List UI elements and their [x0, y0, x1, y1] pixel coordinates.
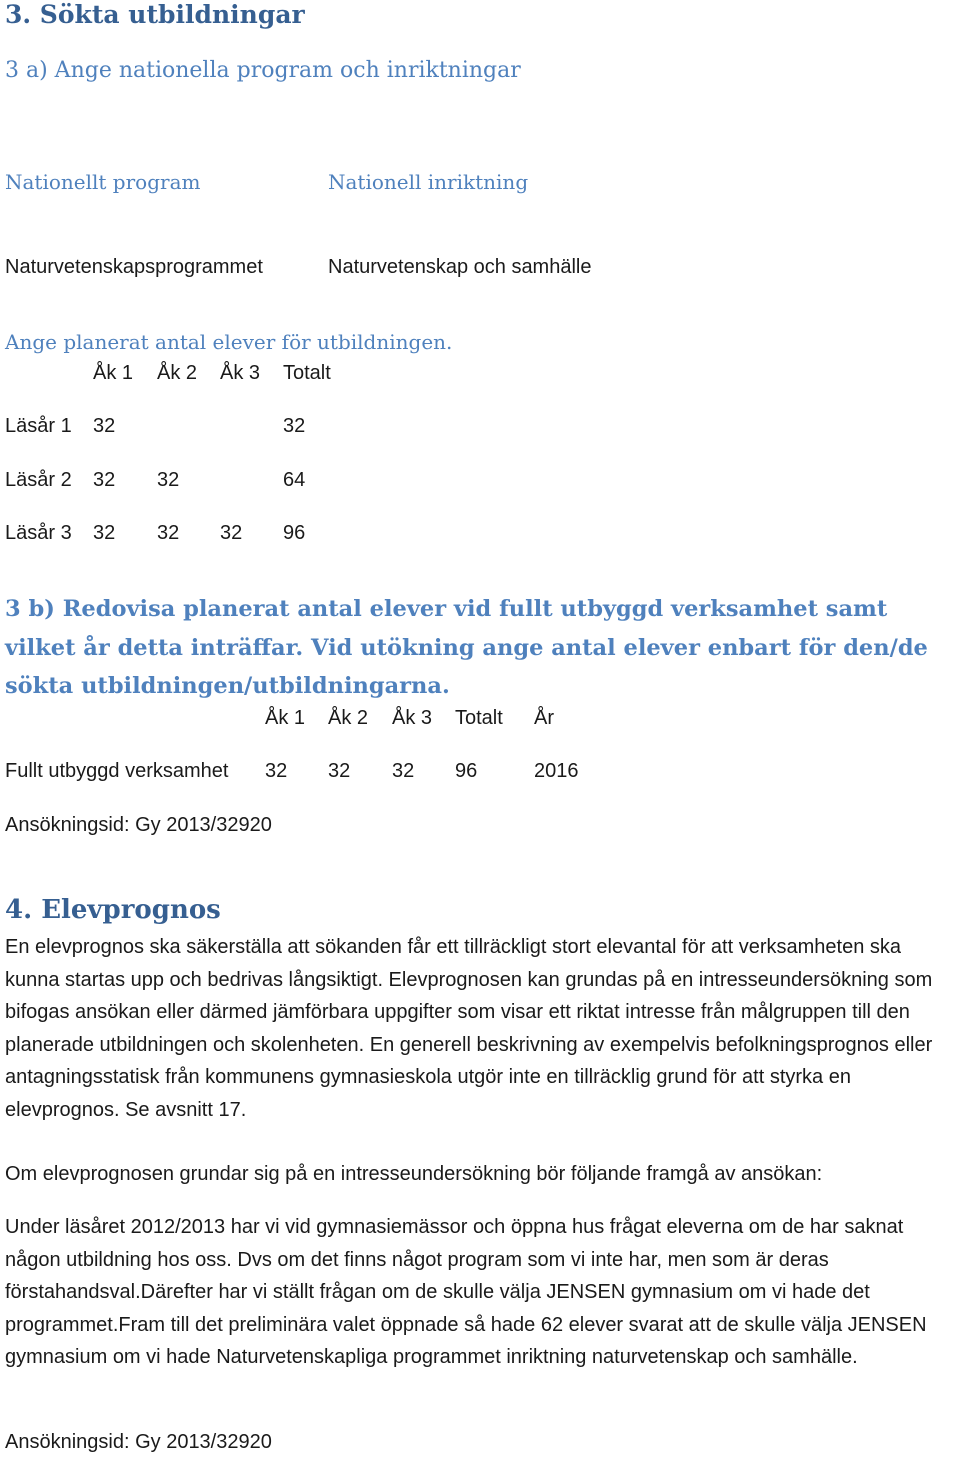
table-cell: 96 — [455, 760, 478, 782]
table-cell: 2016 — [534, 760, 579, 782]
table-cell: 32 — [328, 760, 351, 782]
planned-students-heading: Ange planerat antal elever för utbildningen. — [5, 330, 453, 354]
table-cell: 32 — [283, 415, 306, 437]
table-header-totalt: Totalt — [283, 362, 331, 384]
section-4-title: 4. Elevprognos — [5, 895, 221, 925]
section-3-title: 3. Sökta utbildningar — [5, 0, 305, 29]
table-header-ak1: Åk 1 — [93, 362, 134, 384]
table-cell: 32 — [157, 522, 180, 544]
table-header-ak2: Åk 2 — [328, 707, 369, 729]
table-cell: 32 — [93, 522, 116, 544]
elevprognos-paragraph-3: Under läsåret 2012/2013 har vi vid gymnasiemässor och öppna hus frågat eleverna om de har saknat någon utbildning hos oss. Dvs om det finns något program som vi inte har, men som är deras förstahandsval.Därefter har vi ställt frågan om de skulle välja JENSEN gymnasium om vi hade det programmet.Fram till det preliminära valet öppnade så hade 62 elever svarat att de skulle välja JENSEN gymnasium om vi hade Naturvetenskapliga programmet inriktning naturvetenskap och samhälle. — [5, 1216, 927, 1369]
col-label-inriktning: Nationell inriktning — [328, 170, 529, 194]
table-cell: 32 — [220, 522, 243, 544]
elevprognos-paragraph-2: Om elevprognosen grundar sig på en intresseundersökning bör följande framgå av ansökan: — [5, 1163, 823, 1185]
section-3b-heading: 3 b) Redovisa planerat antal elever vid fullt utbyggd verksamhet samt vilket år detta inträffar. Vid utökning ange antal elever enbart för den/de sökta utbildningen/utbildningarna. — [5, 596, 928, 699]
table-header-totalt: Totalt — [455, 707, 503, 729]
elevprognos-paragraph-1: En elevprognos ska säkerställa att sökanden får ett tillräckligt stort elevantal för att verksamheten ska kunna startas upp och bedrivas långsiktigt. Elevprognosen kan grundas på en intresseundersökning som bifogas ansökan eller därmed jämförbara uppgifter som visar ett riktat intresse från målgruppen till den planerade utbildningen och skolenheten. En generell beskrivning av exempelvis befolkningsprognos eller antagningsstatisk från kommunens gymnasieskola utgör inte en tillräcklig grund för att styrka en elevprognos. Se avsnitt 17. — [5, 936, 933, 1121]
table-cell: 96 — [283, 522, 306, 544]
table-row-label: Läsår 2 — [5, 469, 72, 491]
table-row-label: Läsår 1 — [5, 415, 72, 437]
table-row-label: Läsår 3 — [5, 522, 72, 544]
table-header-ak3: Åk 3 — [392, 707, 433, 729]
application-id-footer: Ansökningsid: Gy 2013/32920 — [5, 1431, 272, 1453]
table-header-ak1: Åk 1 — [265, 707, 306, 729]
table-cell: 32 — [392, 760, 415, 782]
table-header-ak2: Åk 2 — [157, 362, 198, 384]
table-cell: 64 — [283, 469, 306, 491]
table-header-ak3: Åk 3 — [220, 362, 261, 384]
table-cell: 32 — [93, 415, 116, 437]
table-row-label: Fullt utbyggd verksamhet — [5, 760, 229, 782]
table-cell: 32 — [157, 469, 180, 491]
application-id: Ansökningsid: Gy 2013/32920 — [5, 814, 272, 836]
col-label-program: Nationellt program — [5, 170, 201, 194]
table-cell: 32 — [265, 760, 288, 782]
inriktning-value: Naturvetenskap och samhälle — [328, 256, 592, 278]
program-value: Naturvetenskapsprogrammet — [5, 256, 263, 278]
table-cell: 32 — [93, 469, 116, 491]
table-header-ar: År — [534, 707, 554, 729]
section-3a-heading: 3 a) Ange nationella program och inriktningar — [5, 58, 521, 83]
